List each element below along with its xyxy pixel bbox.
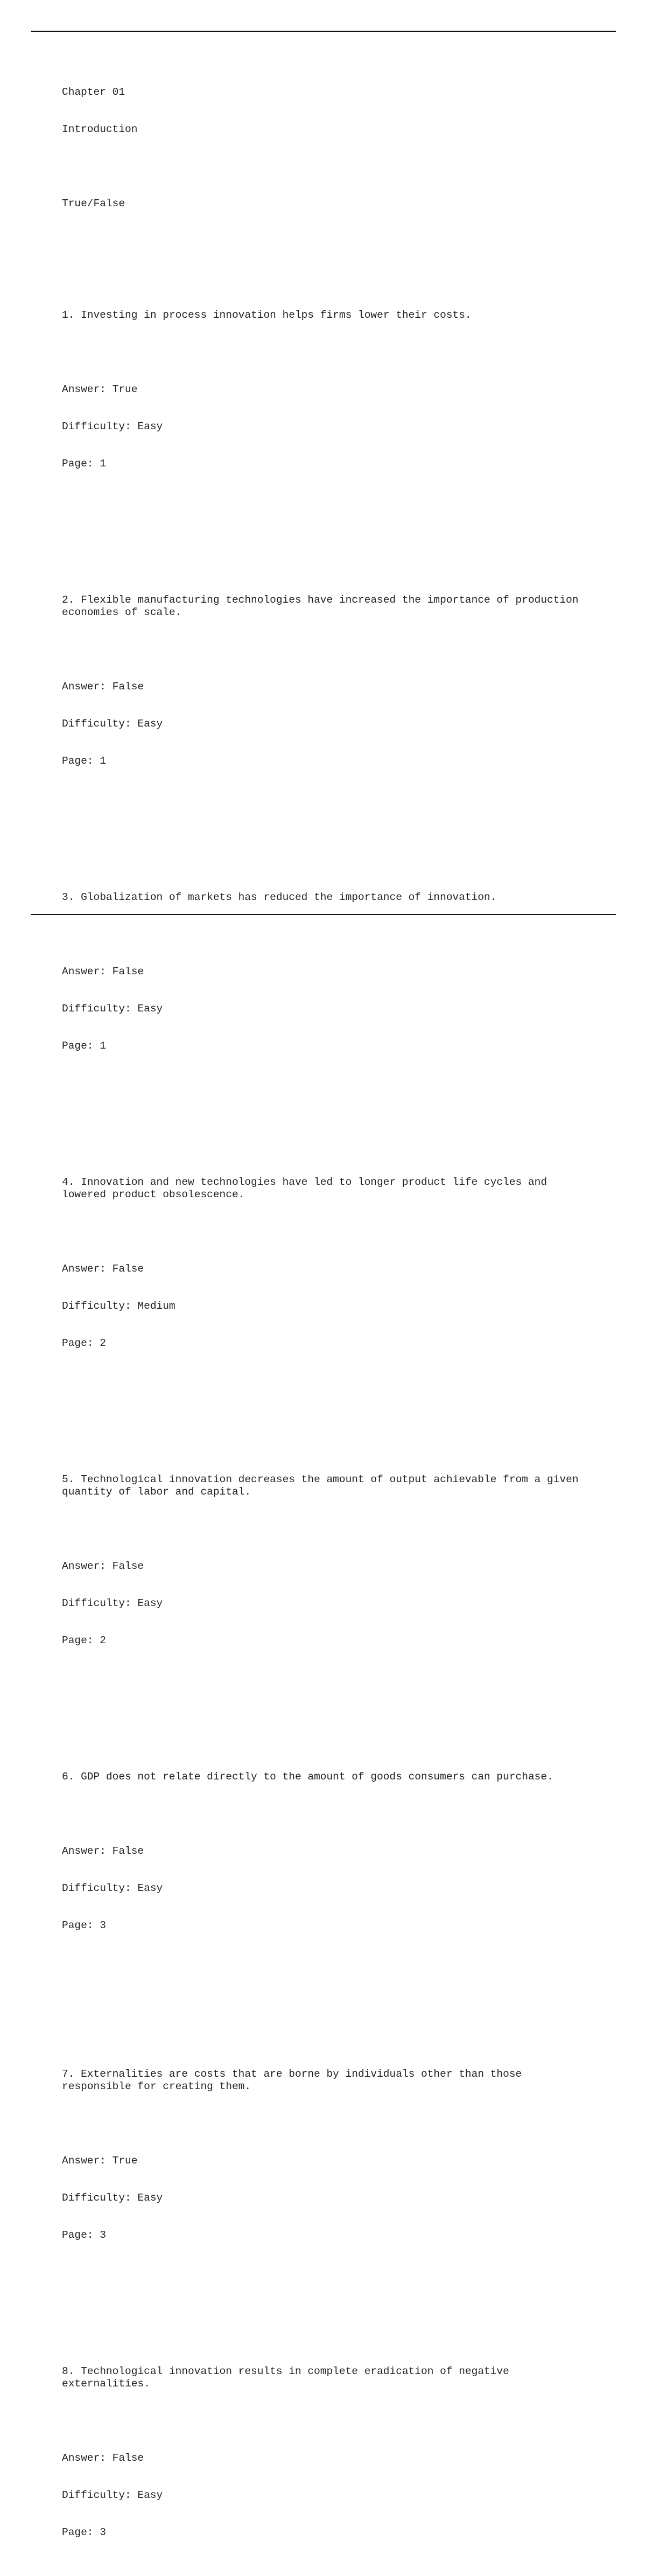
answer: Answer: False — [62, 1560, 144, 1572]
question-item — [62, 2043, 606, 2303]
question-item — [62, 569, 606, 829]
difficulty: Difficulty: Medium — [62, 1300, 175, 1312]
question-item — [62, 867, 606, 1114]
difficulty: Difficulty: Easy — [62, 1597, 163, 1609]
page-ref: Page: 2 — [62, 1337, 106, 1349]
question-item — [62, 1449, 606, 1709]
question-text: 4. Innovation and new technologies have led to longer product life cycles and lowered product obsolescence. — [62, 1176, 553, 1200]
chapter-label: Chapter 01 — [62, 86, 125, 98]
page-ref: Page: 1 — [62, 1040, 106, 1052]
question-item — [62, 1151, 606, 1412]
difficulty: Difficulty: Easy — [62, 1003, 163, 1015]
section-heading: True/False — [62, 198, 125, 210]
question-text: 8. Technological innovation results in complete eradication of negative externalities. — [62, 2365, 516, 2390]
bottom-rule — [31, 914, 616, 915]
answer: Answer: False — [62, 966, 144, 978]
answer: Answer: False — [62, 1263, 144, 1275]
difficulty: Difficulty: Easy — [62, 421, 163, 432]
difficulty: Difficulty: Easy — [62, 2192, 163, 2204]
question-item — [62, 284, 606, 532]
question-text: 2. Flexible manufacturing technologies have increased the importance of production economies of scale. — [62, 594, 585, 618]
question-text: 1. Investing in process innovation helps firms lower their costs. — [62, 309, 472, 321]
answer: Answer: False — [62, 2452, 144, 2464]
page-ref: Page: 3 — [62, 2526, 106, 2538]
answer: Answer: True — [62, 2155, 138, 2167]
chapter-title: Introduction — [62, 123, 138, 135]
difficulty: Difficulty: Easy — [62, 718, 163, 730]
question-text: 7. Externalities are costs that are borne by individuals other than those responsible for creating them. — [62, 2068, 528, 2092]
question-text: 6. GDP does not relate directly to the amount of goods consumers can purchase. — [62, 1771, 553, 1783]
page-ref: Page: 3 — [62, 1919, 106, 1931]
difficulty: Difficulty: Easy — [62, 1882, 163, 1894]
question-text: 5. Technological innovation decreases the amount of output achievable from a given quantity of labor and capital. — [62, 1474, 585, 1498]
question-item — [62, 1746, 606, 2006]
difficulty: Difficulty: Easy — [62, 2489, 163, 2501]
answer: Answer: False — [62, 1845, 144, 1857]
top-rule — [31, 31, 616, 32]
question-text: 3. Globalization of markets has reduced the importance of innovation. — [62, 891, 497, 903]
page-ref: Page: 3 — [62, 2229, 106, 2241]
answer: Answer: True — [62, 383, 138, 395]
page-ref: Page: 1 — [62, 458, 106, 470]
page-ref: Page: 1 — [62, 755, 106, 767]
page-ref: Page: 2 — [62, 1635, 106, 1646]
question-item — [62, 2341, 606, 2564]
answer: Answer: False — [62, 681, 144, 693]
document-body — [62, 61, 606, 2576]
